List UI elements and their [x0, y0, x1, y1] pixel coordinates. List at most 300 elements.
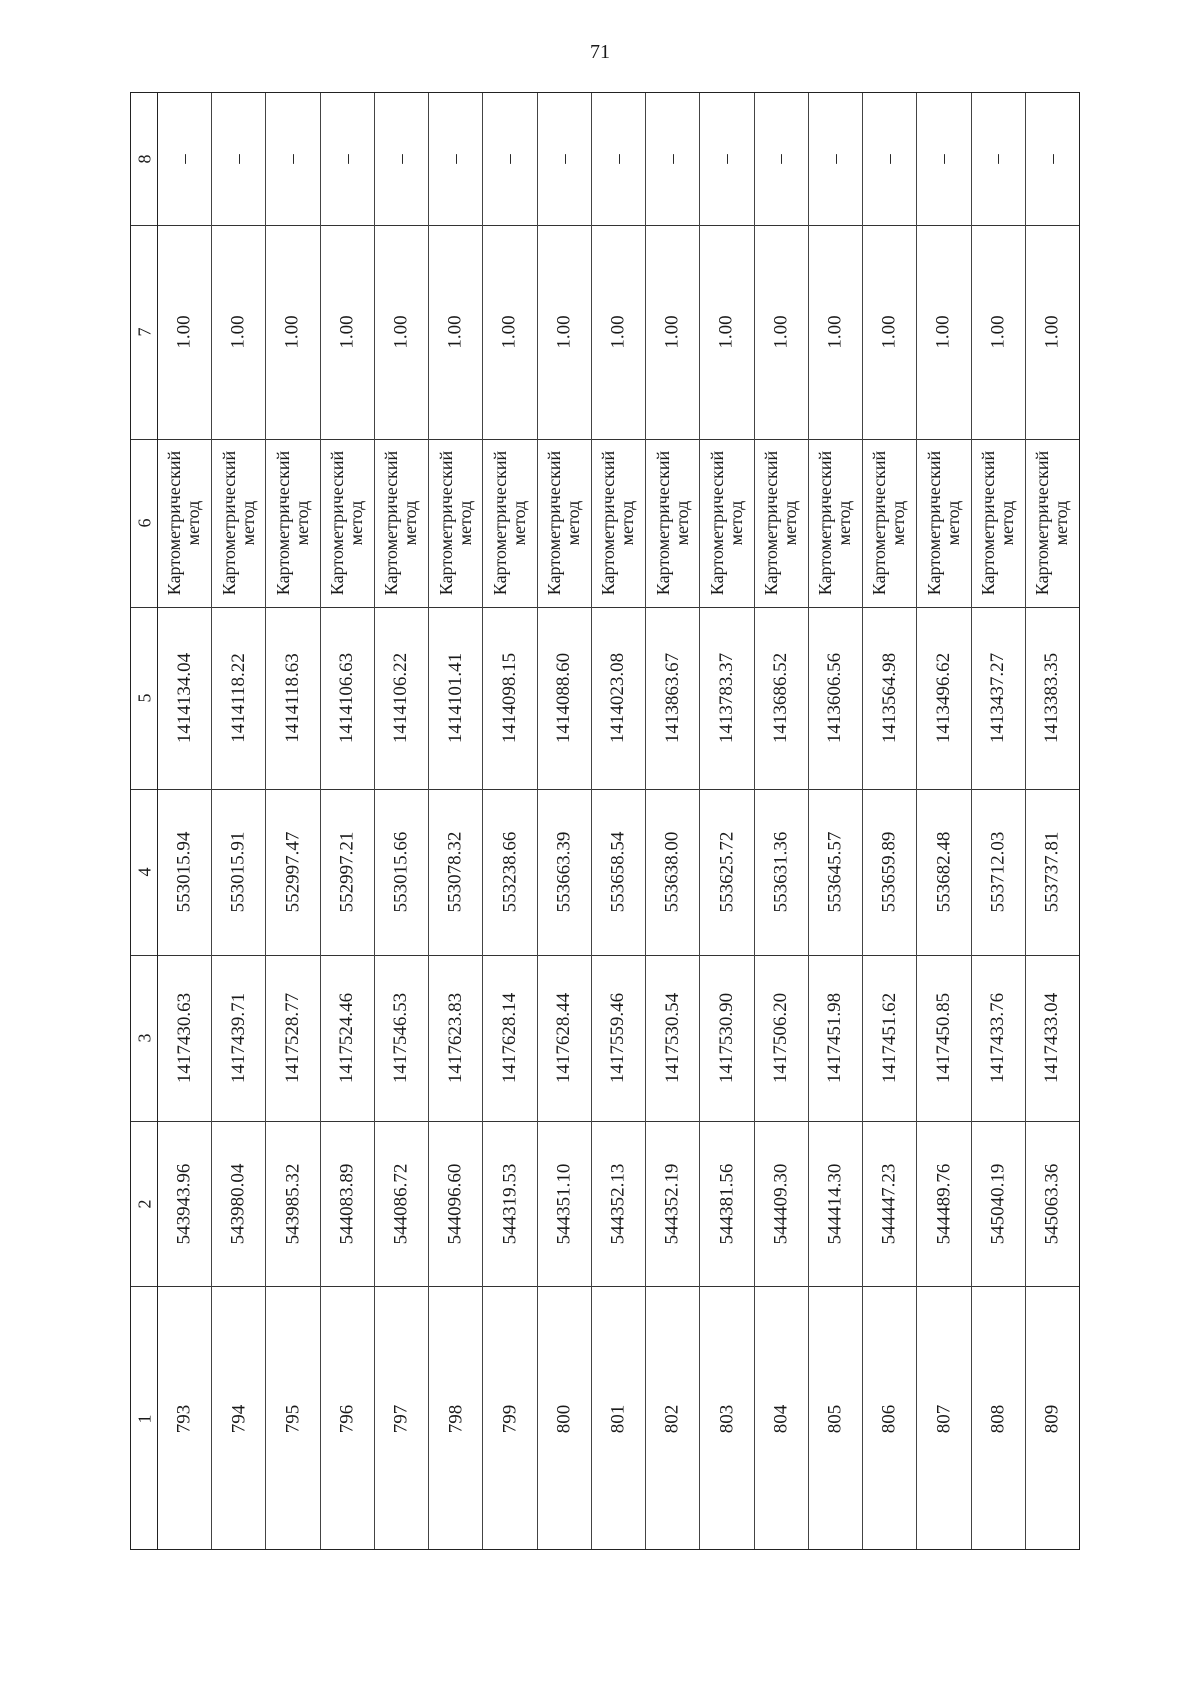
method-line-1: Картометрический	[435, 450, 456, 596]
x-coordinate-value: 545040.19	[987, 1163, 1009, 1244]
y2-coordinate-cell	[972, 607, 1025, 789]
method-text	[654, 451, 692, 595]
y2-coordinate-cell	[538, 607, 591, 789]
method-line-1: Картометрический	[598, 450, 619, 596]
accuracy-value: 1.00	[336, 315, 358, 349]
method-line-2: метод	[888, 500, 909, 546]
note-value: –	[444, 154, 466, 164]
table-row	[483, 93, 537, 1549]
y2-coordinate-cell	[809, 607, 862, 789]
x2-coordinate-cell	[375, 789, 428, 955]
header-cell	[131, 1286, 157, 1551]
header-label: 5	[134, 693, 154, 703]
accuracy-value: 1.00	[444, 315, 466, 349]
x2-coordinate-value: 553663.39	[553, 831, 575, 913]
table-row	[1026, 93, 1079, 1549]
x-coordinate-cell	[972, 1121, 1025, 1286]
note-value: –	[607, 154, 629, 164]
x-coordinate-cell	[375, 1121, 428, 1286]
x2-coordinate-value: 553015.91	[227, 831, 249, 913]
note-cell	[1026, 93, 1079, 225]
x-coordinate-cell	[917, 1121, 970, 1286]
method-text	[491, 451, 529, 595]
point-number-value: 807	[932, 1404, 954, 1433]
method-text	[328, 451, 366, 595]
y2-coordinate-cell	[266, 607, 319, 789]
y-coordinate-cell	[483, 955, 536, 1121]
point-number-cell	[809, 1286, 862, 1551]
x2-coordinate-cell	[158, 789, 211, 955]
y-coordinate-value: 1417506.20	[770, 992, 792, 1084]
y-coordinate-cell	[266, 955, 319, 1121]
method-cell	[1026, 439, 1079, 607]
x2-coordinate-cell	[483, 789, 536, 955]
y2-coordinate-value: 1413383.35	[1041, 652, 1063, 744]
x2-coordinate-cell	[646, 789, 699, 955]
accuracy-cell	[809, 225, 862, 439]
method-cell	[646, 439, 699, 607]
header-label: 8	[134, 154, 154, 164]
point-number-cell	[429, 1286, 482, 1551]
accuracy-value: 1.00	[499, 315, 521, 349]
y2-coordinate-value: 1414118.22	[227, 653, 249, 743]
y2-coordinate-cell	[700, 607, 753, 789]
point-number-value: 798	[444, 1404, 466, 1433]
y-coordinate-cell	[321, 955, 374, 1121]
x2-coordinate-cell	[1026, 789, 1079, 955]
y2-coordinate-value: 1414106.63	[336, 652, 358, 744]
point-number-value: 796	[336, 1404, 358, 1433]
point-number-cell	[158, 1286, 211, 1551]
accuracy-cell	[917, 225, 970, 439]
x2-coordinate-value: 553015.66	[390, 831, 412, 913]
point-number-value: 799	[499, 1404, 521, 1433]
x-coordinate-value: 544381.56	[715, 1163, 737, 1244]
method-line-2: метод	[997, 500, 1018, 546]
point-number-cell	[212, 1286, 265, 1551]
method-cell	[483, 439, 536, 607]
accuracy-value: 1.00	[715, 315, 737, 349]
x2-coordinate-value: 553631.36	[770, 831, 792, 913]
x-coordinate-value: 544489.76	[932, 1163, 954, 1244]
accuracy-cell	[755, 225, 808, 439]
x-coordinate-value: 543985.32	[282, 1163, 304, 1244]
table-row	[592, 93, 646, 1549]
note-cell	[972, 93, 1025, 225]
method-line-1: Картометрический	[978, 450, 999, 596]
x-coordinate-cell	[1026, 1121, 1079, 1286]
accuracy-value: 1.00	[932, 315, 954, 349]
method-line-1: Картометрический	[652, 450, 673, 596]
x-coordinate-value: 544352.19	[661, 1163, 683, 1244]
x-coordinate-value: 544409.30	[770, 1163, 792, 1244]
method-line-2: метод	[509, 500, 530, 546]
method-line-1: Картометрический	[544, 450, 565, 596]
accuracy-cell	[592, 225, 645, 439]
method-line-1: Картометрический	[706, 450, 727, 596]
x-coordinate-cell	[755, 1121, 808, 1286]
x2-coordinate-cell	[755, 789, 808, 955]
header-label: 6	[134, 518, 154, 528]
y-coordinate-cell	[972, 955, 1025, 1121]
note-cell	[646, 93, 699, 225]
y2-coordinate-cell	[917, 607, 970, 789]
x-coordinate-value: 544083.89	[336, 1163, 358, 1244]
note-cell	[755, 93, 808, 225]
y2-coordinate-cell	[158, 607, 211, 789]
y-coordinate-value: 1417451.62	[878, 992, 900, 1084]
method-line-2: метод	[400, 500, 421, 546]
y2-coordinate-value: 1413564.98	[878, 652, 900, 744]
y-coordinate-cell	[375, 955, 428, 1121]
y2-coordinate-value: 1414118.63	[282, 653, 304, 743]
y-coordinate-value: 1417450.85	[932, 992, 954, 1084]
note-cell	[429, 93, 482, 225]
y2-coordinate-cell	[646, 607, 699, 789]
x-coordinate-cell	[158, 1121, 211, 1286]
y2-coordinate-value: 1414134.04	[173, 652, 195, 744]
y-coordinate-value: 1417628.44	[553, 992, 575, 1084]
note-value: –	[390, 154, 412, 164]
x2-coordinate-value: 553645.57	[824, 831, 846, 913]
point-number-cell	[483, 1286, 536, 1551]
method-line-2: метод	[237, 500, 258, 546]
x-coordinate-value: 544086.72	[390, 1163, 412, 1244]
x-coordinate-value: 544352.13	[607, 1163, 629, 1244]
y2-coordinate-cell	[755, 607, 808, 789]
x2-coordinate-value: 553638.00	[661, 831, 683, 913]
y2-coordinate-value: 1413496.62	[932, 652, 954, 744]
y-coordinate-value: 1417439.71	[227, 992, 249, 1084]
note-value: –	[282, 154, 304, 164]
accuracy-value: 1.00	[661, 315, 683, 349]
y2-coordinate-value: 1413606.56	[824, 652, 846, 744]
table-row	[538, 93, 592, 1549]
method-line-1: Картометрический	[327, 450, 348, 596]
method-line-2: метод	[563, 500, 584, 546]
x2-coordinate-cell	[592, 789, 645, 955]
y2-coordinate-cell	[483, 607, 536, 789]
y2-coordinate-cell	[212, 607, 265, 789]
x2-coordinate-value: 553625.72	[715, 831, 737, 913]
y-coordinate-value: 1417528.77	[282, 992, 304, 1084]
x2-coordinate-cell	[700, 789, 753, 955]
x2-coordinate-value: 552997.47	[282, 831, 304, 913]
method-cell	[917, 439, 970, 607]
y2-coordinate-value: 1414101.41	[444, 652, 466, 744]
y-coordinate-cell	[809, 955, 862, 1121]
note-value: –	[336, 154, 358, 164]
x-coordinate-cell	[538, 1121, 591, 1286]
accuracy-cell	[158, 225, 211, 439]
accuracy-value: 1.00	[282, 315, 304, 349]
x2-coordinate-value: 553712.03	[987, 831, 1009, 913]
y-coordinate-cell	[429, 955, 482, 1121]
y-coordinate-cell	[1026, 955, 1079, 1121]
x2-coordinate-cell	[972, 789, 1025, 955]
method-cell	[538, 439, 591, 607]
method-line-2: метод	[346, 500, 367, 546]
method-text	[220, 451, 258, 595]
point-number-cell	[321, 1286, 374, 1551]
accuracy-value: 1.00	[987, 315, 1009, 349]
table-row	[212, 93, 266, 1549]
method-cell	[972, 439, 1025, 607]
method-text	[545, 451, 583, 595]
method-line-1: Картометрический	[923, 450, 944, 596]
point-number-value: 805	[824, 1404, 846, 1433]
method-line-1: Картометрический	[869, 450, 890, 596]
y-coordinate-value: 1417559.46	[607, 992, 629, 1084]
accuracy-cell	[646, 225, 699, 439]
method-text	[708, 451, 746, 595]
method-cell	[863, 439, 916, 607]
x2-coordinate-value: 553659.89	[878, 831, 900, 913]
x2-coordinate-cell	[429, 789, 482, 955]
method-cell	[809, 439, 862, 607]
accuracy-value: 1.00	[824, 315, 846, 349]
y2-coordinate-value: 1413686.52	[770, 652, 792, 744]
table-row	[646, 93, 700, 1549]
accuracy-cell	[538, 225, 591, 439]
y-coordinate-value: 1417623.83	[444, 992, 466, 1084]
y-coordinate-value: 1417530.54	[661, 992, 683, 1084]
x2-coordinate-cell	[538, 789, 591, 955]
y-coordinate-cell	[538, 955, 591, 1121]
table-row	[375, 93, 429, 1549]
accuracy-cell	[429, 225, 482, 439]
header-label: 3	[134, 1033, 154, 1043]
coordinates-table	[130, 92, 1080, 1550]
point-number-value: 809	[1041, 1404, 1063, 1433]
header-cell	[131, 789, 157, 955]
method-text	[274, 451, 312, 595]
method-line-2: метод	[834, 500, 855, 546]
table-row	[863, 93, 917, 1549]
y2-coordinate-value: 1414106.22	[390, 652, 412, 744]
note-value: –	[553, 154, 575, 164]
y-coordinate-cell	[917, 955, 970, 1121]
point-number-value: 794	[227, 1404, 249, 1433]
method-text	[600, 451, 638, 595]
method-line-2: метод	[671, 500, 692, 546]
method-line-2: метод	[183, 500, 204, 546]
accuracy-cell	[700, 225, 753, 439]
method-text	[816, 451, 854, 595]
y2-coordinate-cell	[321, 607, 374, 789]
y-coordinate-value: 1417524.46	[336, 992, 358, 1084]
y2-coordinate-value: 1413863.67	[661, 652, 683, 744]
x2-coordinate-value: 553682.48	[932, 831, 954, 913]
x2-coordinate-cell	[212, 789, 265, 955]
header-cell	[131, 225, 157, 439]
x-coordinate-cell	[592, 1121, 645, 1286]
y2-coordinate-cell	[1026, 607, 1079, 789]
method-line-2: метод	[942, 500, 963, 546]
note-cell	[158, 93, 211, 225]
note-cell	[538, 93, 591, 225]
point-number-cell	[592, 1286, 645, 1551]
y2-coordinate-cell	[863, 607, 916, 789]
method-line-2: метод	[617, 500, 638, 546]
y2-coordinate-value: 1414098.15	[499, 652, 521, 744]
method-text	[437, 451, 475, 595]
method-cell	[321, 439, 374, 607]
note-cell	[375, 93, 428, 225]
note-value: –	[661, 154, 683, 164]
header-label: 4	[134, 867, 154, 877]
note-cell	[917, 93, 970, 225]
point-number-value: 793	[173, 1404, 195, 1433]
page-number: 71	[590, 41, 610, 63]
y-coordinate-value: 1417433.76	[987, 992, 1009, 1084]
accuracy-cell	[863, 225, 916, 439]
x-coordinate-value: 544447.23	[878, 1163, 900, 1244]
point-number-cell	[538, 1286, 591, 1551]
header-cell	[131, 93, 157, 225]
note-value: –	[715, 154, 737, 164]
accuracy-cell	[266, 225, 319, 439]
table-row	[755, 93, 809, 1549]
method-line-1: Картометрический	[218, 450, 239, 596]
note-value: –	[932, 154, 954, 164]
y2-coordinate-cell	[592, 607, 645, 789]
note-cell	[321, 93, 374, 225]
x-coordinate-cell	[429, 1121, 482, 1286]
note-value: –	[227, 154, 249, 164]
note-value: –	[173, 154, 195, 164]
table-row	[917, 93, 971, 1549]
method-cell	[212, 439, 265, 607]
method-line-1: Картометрический	[381, 450, 402, 596]
note-cell	[700, 93, 753, 225]
y2-coordinate-cell	[429, 607, 482, 789]
y2-coordinate-value: 1414023.08	[607, 652, 629, 744]
note-value: –	[824, 154, 846, 164]
accuracy-cell	[483, 225, 536, 439]
method-text	[383, 451, 421, 595]
note-value: –	[1041, 154, 1063, 164]
method-cell	[158, 439, 211, 607]
x-coordinate-value: 544096.60	[444, 1163, 466, 1244]
y-coordinate-cell	[158, 955, 211, 1121]
y-coordinate-value: 1417433.04	[1041, 992, 1063, 1084]
point-number-value: 802	[661, 1404, 683, 1433]
accuracy-cell	[212, 225, 265, 439]
point-number-value: 808	[987, 1404, 1009, 1433]
method-line-2: метод	[292, 500, 313, 546]
x2-coordinate-value: 553015.94	[173, 831, 195, 913]
x-coordinate-value: 543943.96	[173, 1163, 195, 1244]
table-row	[700, 93, 754, 1549]
table-row	[321, 93, 375, 1549]
point-number-cell	[375, 1286, 428, 1551]
header-cell	[131, 955, 157, 1121]
x2-coordinate-value: 553238.66	[499, 831, 521, 913]
method-text	[925, 451, 963, 595]
note-value: –	[499, 154, 521, 164]
accuracy-cell	[972, 225, 1025, 439]
accuracy-value: 1.00	[878, 315, 900, 349]
header-cell	[131, 607, 157, 789]
x-coordinate-cell	[700, 1121, 753, 1286]
x-coordinate-value: 545063.36	[1041, 1163, 1063, 1244]
header-cell	[131, 1121, 157, 1286]
point-number-value: 801	[607, 1404, 629, 1433]
x2-coordinate-value: 553658.54	[607, 831, 629, 913]
x2-coordinate-value: 552997.21	[336, 831, 358, 913]
point-number-cell	[863, 1286, 916, 1551]
method-line-2: метод	[1051, 500, 1072, 546]
y-coordinate-value: 1417451.98	[824, 992, 846, 1084]
note-cell	[592, 93, 645, 225]
y-coordinate-cell	[755, 955, 808, 1121]
x-coordinate-cell	[483, 1121, 536, 1286]
point-number-value: 800	[553, 1404, 575, 1433]
y2-coordinate-value: 1414088.60	[553, 652, 575, 744]
point-number-cell	[917, 1286, 970, 1551]
method-line-2: метод	[780, 500, 801, 546]
y-coordinate-cell	[646, 955, 699, 1121]
y-coordinate-cell	[700, 955, 753, 1121]
method-line-1: Картометрический	[490, 450, 511, 596]
note-cell	[483, 93, 536, 225]
point-number-value: 804	[770, 1404, 792, 1433]
x-coordinate-value: 544319.53	[499, 1163, 521, 1244]
note-value: –	[770, 154, 792, 164]
accuracy-value: 1.00	[173, 315, 195, 349]
x-coordinate-cell	[266, 1121, 319, 1286]
x-coordinate-cell	[321, 1121, 374, 1286]
point-number-value: 797	[390, 1404, 412, 1433]
accuracy-cell	[1026, 225, 1079, 439]
table-row	[429, 93, 483, 1549]
y2-coordinate-cell	[375, 607, 428, 789]
point-number-value: 795	[282, 1404, 304, 1433]
x2-coordinate-cell	[863, 789, 916, 955]
point-number-cell	[700, 1286, 753, 1551]
method-cell	[429, 439, 482, 607]
method-cell	[266, 439, 319, 607]
y-coordinate-cell	[863, 955, 916, 1121]
note-cell	[266, 93, 319, 225]
point-number-value: 803	[715, 1404, 737, 1433]
method-text	[871, 451, 909, 595]
accuracy-cell	[375, 225, 428, 439]
point-number-cell	[755, 1286, 808, 1551]
x-coordinate-cell	[863, 1121, 916, 1286]
x-coordinate-value: 544414.30	[824, 1163, 846, 1244]
method-line-1: Картометрический	[164, 450, 185, 596]
note-value: –	[987, 154, 1009, 164]
y-coordinate-cell	[212, 955, 265, 1121]
x2-coordinate-value: 553737.81	[1041, 831, 1063, 913]
y2-coordinate-value: 1413783.37	[715, 652, 737, 744]
method-text	[762, 451, 800, 595]
header-label: 7	[134, 327, 154, 337]
x2-coordinate-cell	[266, 789, 319, 955]
header-label: 2	[134, 1199, 154, 1208]
accuracy-value: 1.00	[770, 315, 792, 349]
accuracy-value: 1.00	[607, 315, 629, 349]
y-coordinate-value: 1417628.14	[499, 992, 521, 1084]
method-line-1: Картометрический	[273, 450, 294, 596]
x-coordinate-cell	[809, 1121, 862, 1286]
accuracy-cell	[321, 225, 374, 439]
method-cell	[755, 439, 808, 607]
method-cell	[592, 439, 645, 607]
table-row	[809, 93, 863, 1549]
